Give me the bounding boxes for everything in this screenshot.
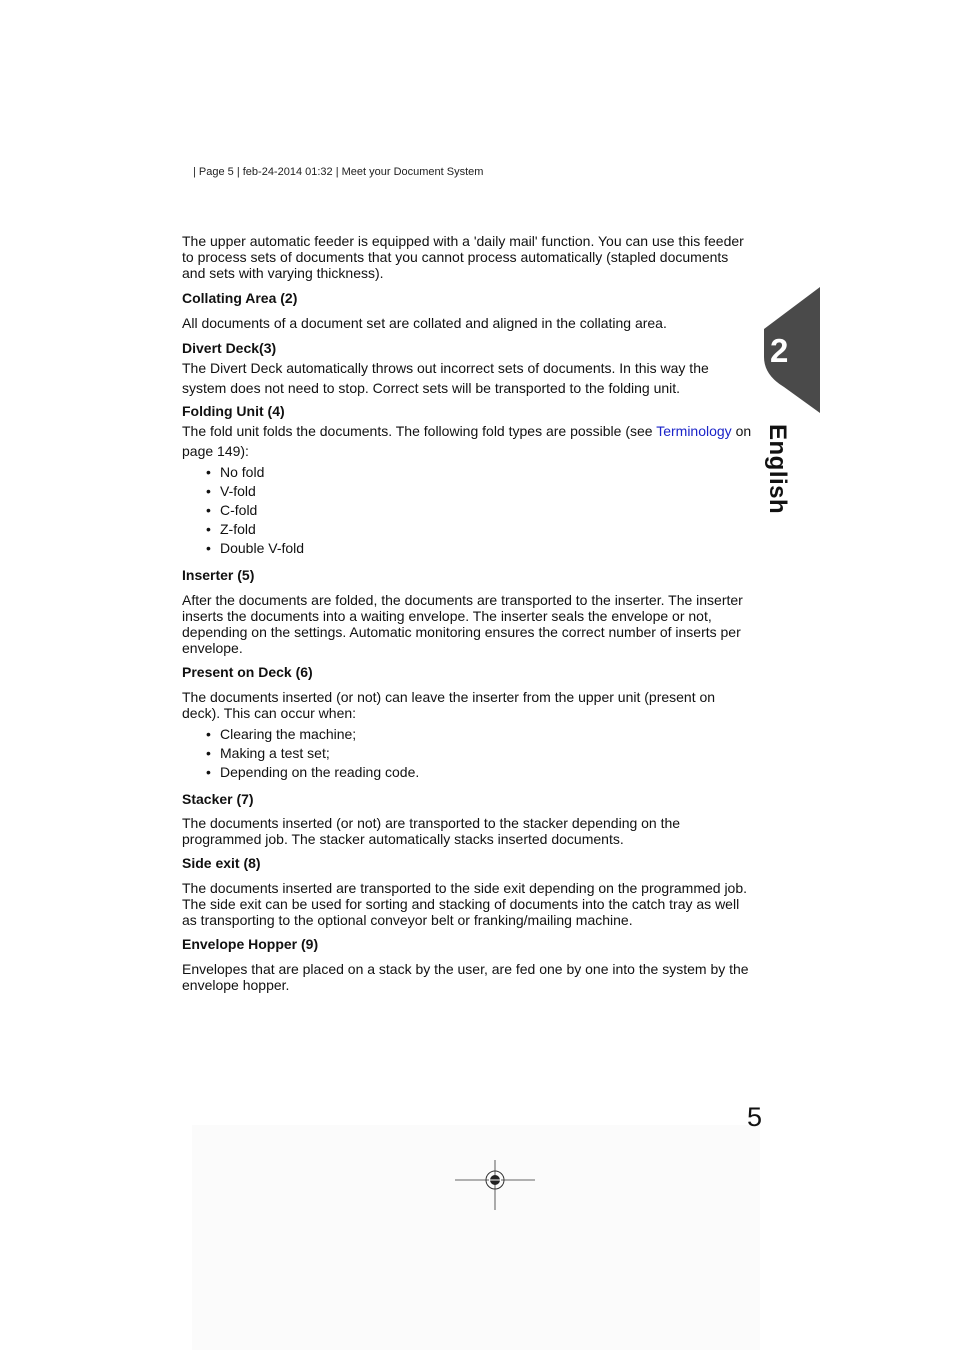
collating-text: All documents of a document set are collated and aligned in the collating area.: [182, 315, 667, 331]
registration-mark-icon: [455, 1160, 535, 1212]
side-exit-heading: Side exit (8): [182, 855, 261, 871]
present-cases-list: [182, 725, 754, 782]
present-text: The documents inserted (or not) can leave the inserter from the upper unit (present on deck). This can occur when:: [182, 689, 716, 721]
terminology-link[interactable]: Terminology: [656, 423, 732, 439]
language-text: English: [764, 424, 791, 515]
list-item: • Depending on the reading code.: [206, 764, 420, 780]
list-item: • No fold: [206, 464, 265, 480]
running-header: | Page 5 | feb-24-2014 01:32 | Meet your Document System: [193, 166, 484, 178]
present-heading: Present on Deck (6): [182, 664, 313, 680]
hopper-text: Envelopes that are placed on a stack by the user, are fed one by one into the system by the envelope hopper.: [182, 961, 749, 993]
chapter-number: 2: [770, 332, 789, 369]
page-number: 5: [747, 1102, 763, 1132]
list-item: • V-fold: [206, 483, 256, 499]
divert-heading: Divert Deck(3): [182, 340, 277, 356]
stacker-text: The documents inserted (or not) are transported to the stacker depending on the programmed job. The stacker automatically stacks inserted documents.: [182, 815, 681, 847]
stacker-heading: Stacker (7): [182, 791, 254, 807]
folding-text-before: The fold unit folds the documents. The following fold types are possible (see: [182, 423, 657, 439]
intro-paragraph: The upper automatic feeder is equipped with a 'daily mail' function. You can use this feeder to process sets of documents that you cannot process automatically (stapled documents and sets with varying thickness).: [182, 233, 744, 281]
list-item: • C-fold: [206, 502, 258, 518]
folding-text-after: on page 149):: [182, 423, 752, 459]
inserter-heading: Inserter (5): [182, 567, 255, 583]
inserter-text: After the documents are folded, the documents are transported to the inserter. The inserter inserts the documents into a waiting envelope. The inserter seals the envelope or not, depending on the settings. Automatic monitoring ensures the correct number of inserts per envelope.: [182, 592, 743, 656]
fold-types-list: [182, 463, 754, 558]
collating-heading: Collating Area (2): [182, 290, 298, 306]
language-label: [763, 424, 793, 515]
main-content: [182, 233, 754, 993]
divert-text: The Divert Deck automatically throws out incorrect sets of documents. In this way the system does not need to stop. Correct sets will be transported to the folding unit.: [182, 360, 709, 396]
list-item: • Clearing the machine;: [206, 726, 357, 742]
folding-text: [182, 421, 754, 461]
background-panel: [192, 1125, 760, 1350]
list-item: • Double V-fold: [206, 540, 305, 556]
hopper-heading: Envelope Hopper (9): [182, 936, 319, 952]
list-item: • Making a test set;: [206, 745, 330, 761]
list-item: • Z-fold: [206, 521, 256, 537]
side-exit-text: The documents inserted are transported to the side exit depending on the programmed job. The side exit can be used for sorting and stacking of documents into the catch tray as well as transporting to the optional conveyor belt or franking/mailing machine.: [182, 880, 748, 928]
folding-heading: Folding Unit (4): [182, 403, 285, 419]
